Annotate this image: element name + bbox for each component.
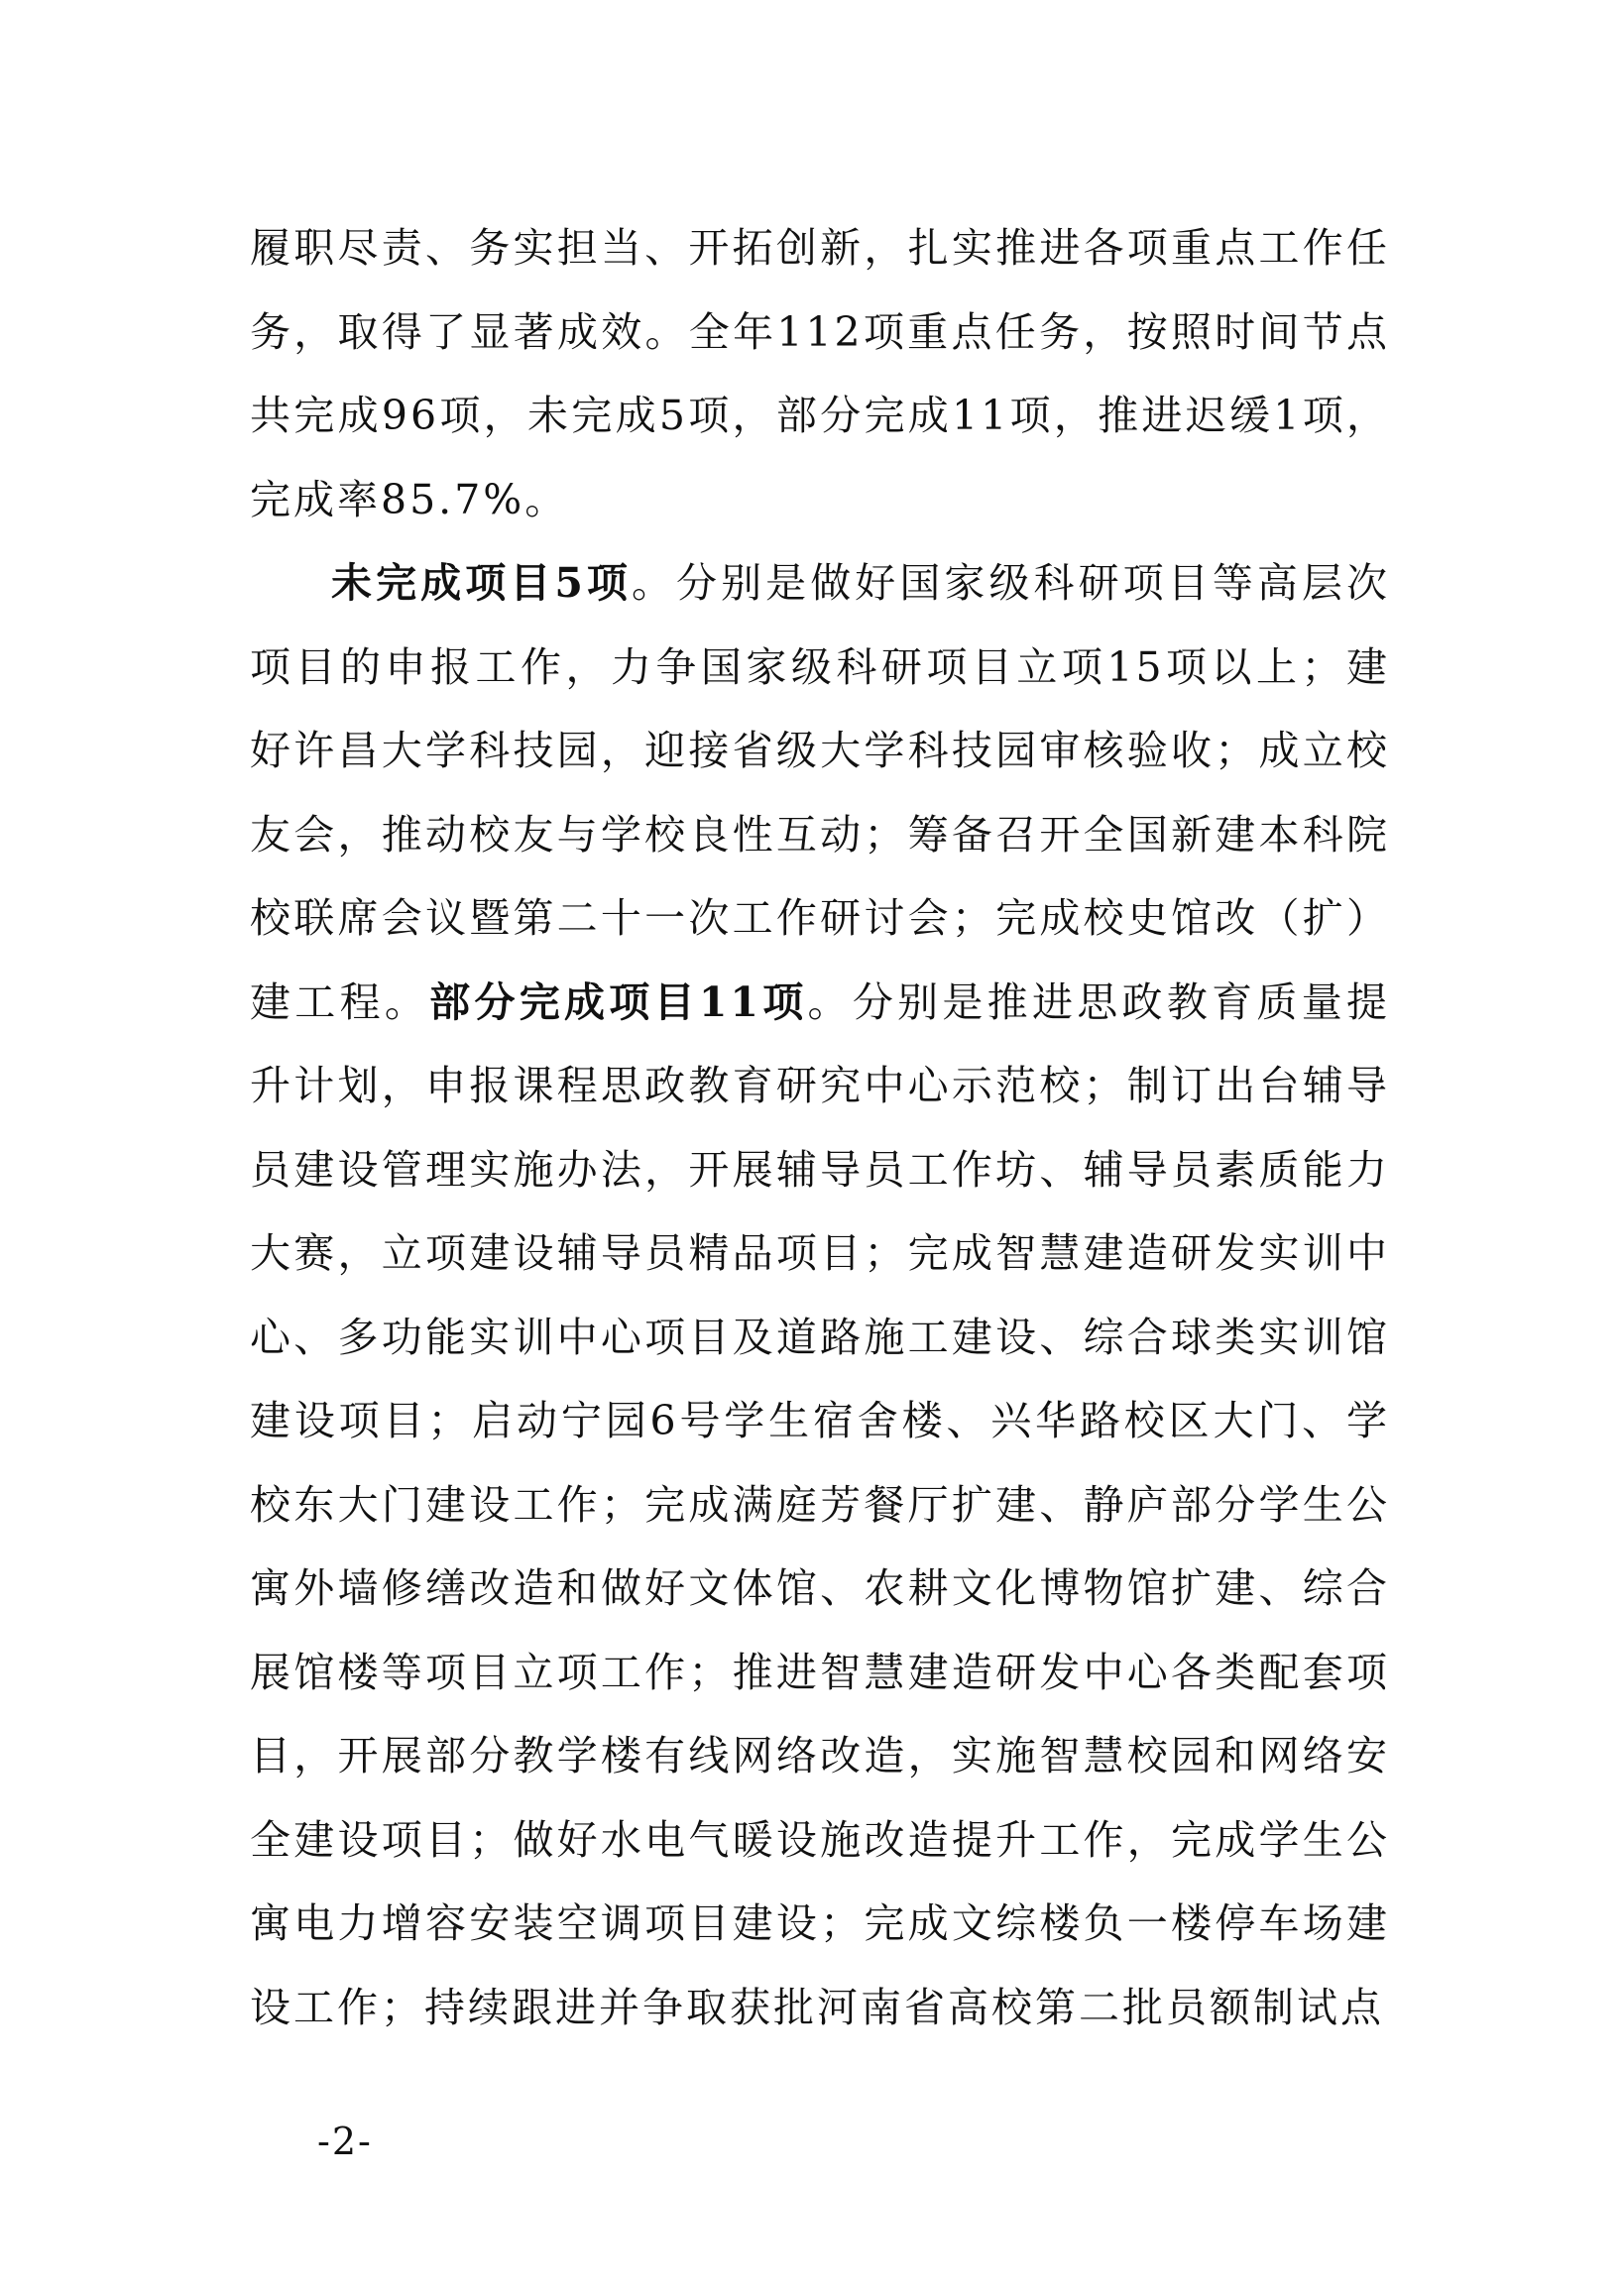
heading-partially-completed-projects: 部分完成项目11项: [429, 977, 808, 1026]
unfinished-projects-text: 。分别是做好国家级科研项目等高层次项目的申报工作，力争国家级科研项目立项15项以上；建好许昌大学科技园，迎接省级大学科技园审核验收；成立校友会，推动校友与学校良性互动；筹备召开全国新建本科院校联席会议暨第二十一次工作研讨会；完成校史馆改（扩）建工程。: [250, 559, 1391, 1026]
body-text: [250, 206, 1390, 2049]
partially-completed-projects-text: 。分别是推进思政教育质量提升计划，申报课程思政教育研究中心示范校；制订出台辅导员建设管理实施办法，开展辅导员工作坊、辅导员素质能力大赛，立项建设辅导员精品项目；完成智慧建造研发实训中心、多功能实训中心项目及道路施工建设、综合球类实训馆建设项目；启动宁园6号学生宿舍楼、兴华路校区大门、学校东大门建设工作；完成满庭芳餐厅扩建、静庐部分学生公寓外墙修缮改造和做好文体馆、农耕文化博物馆扩建、综合展馆楼等项目立项工作；推进智慧建造研发中心各类配套项目，开展部分教学楼有线网络改造，实施智慧校园和网络安全建设项目；做好水电气暖设施改造提升工作，完成学生公寓电力增容安装空调项目建设；完成文综楼负一楼停车场建设工作；持续跟进并争取获批河南省高校第二批员额制试点: [250, 977, 1390, 2031]
heading-unfinished-projects: 未完成项目5项: [331, 559, 632, 607]
paragraph-summary-text: 履职尽责、务实担当、开拓创新，扎实推进各项重点工作任务，取得了显著成效。全年112项重点任务，按照时间节点共完成96项，未完成5项，部分完成11项，推进迟缓1项，完成率85.7%。: [250, 224, 1390, 523]
paragraph-summary: [250, 206, 1390, 541]
paragraph-projects: [250, 541, 1390, 2049]
page-number: -2-: [317, 2120, 373, 2163]
